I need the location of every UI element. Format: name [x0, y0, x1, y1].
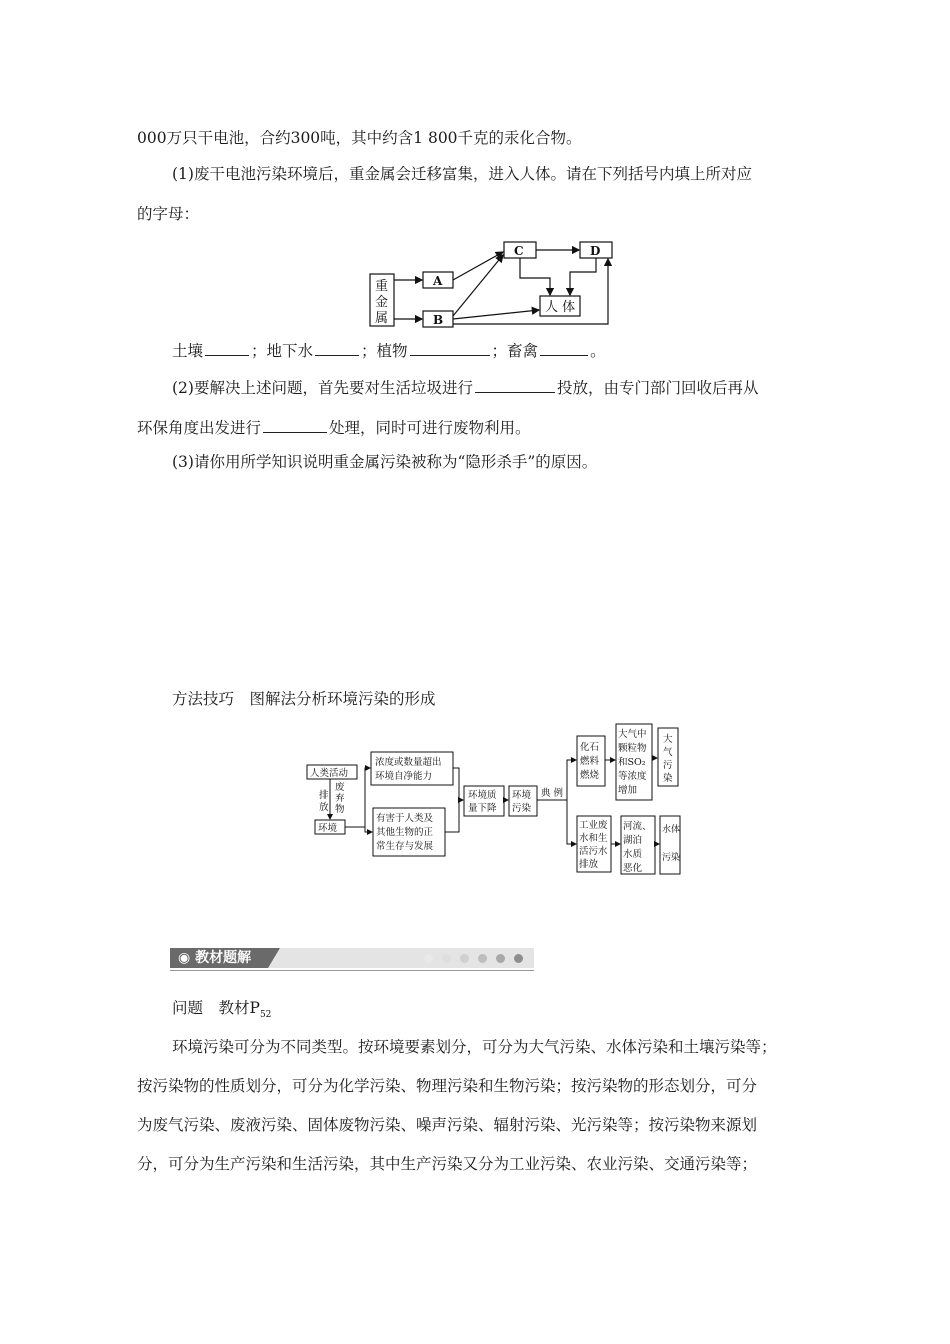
environment-label: 环境	[318, 823, 338, 834]
heavy-metal-label-2: 金	[375, 295, 389, 310]
fossil-label-1: 化石	[580, 742, 600, 753]
quality-label-2: 量下降	[468, 803, 497, 814]
industrial-label-2: 水和生	[579, 833, 608, 844]
q2-part-c: 环保角度出发进行	[137, 419, 262, 437]
waste-label-3: 物	[335, 804, 345, 815]
water-pollution-label-2: 污染	[662, 853, 681, 863]
harm-label-3: 常生存与发展	[376, 841, 434, 852]
q2-part-b: 投放，由专门部门回收后再从	[556, 379, 759, 397]
blanks-end: 。	[590, 342, 606, 360]
heavy-metal-diagram	[368, 238, 618, 330]
pollution-formation-diagram	[305, 720, 685, 880]
soil-blank[interactable]	[205, 340, 249, 356]
human-label: 人 体	[545, 300, 576, 315]
heavy-metal-label-3: 属	[375, 311, 389, 326]
air-pollution-label-4: 染	[663, 773, 673, 784]
banner-title: ◉ 教材题解	[178, 950, 252, 966]
intro-text: 000万只干电池，合约300吨，其中约含1 800千克的汞化合物。	[137, 129, 582, 147]
exceed-label-1: 浓度或数量超出	[375, 757, 442, 768]
treatment-blank[interactable]	[263, 417, 327, 433]
typical-label: 典 例	[541, 788, 564, 799]
banner-dot-1	[424, 954, 433, 963]
answer-blanks-line	[172, 340, 606, 361]
textbook-line-3: 为废气污染、废液污染、固体废物污染、噪声污染、辐射污染、光污染等；按污染物来源划	[137, 1116, 758, 1134]
air-detail-label-2: 颗粒物	[618, 743, 647, 754]
banner-dot-5	[496, 954, 505, 963]
groundwater-blank[interactable]	[315, 340, 359, 356]
question-3: (3)请你用所学知识说明重金属污染被称为“隐形杀手”的原因。	[172, 453, 598, 471]
water-detail-label-2: 湖泊	[623, 835, 643, 846]
quality-label-1: 环境质	[468, 790, 497, 801]
pollution-label-2: 污染	[512, 803, 532, 814]
discharge-label-1: 排	[319, 790, 329, 801]
sort-blank[interactable]	[475, 377, 555, 393]
waste-label-1: 废	[335, 782, 345, 793]
air-pollution-label-2: 气	[663, 747, 673, 758]
node-a-label: A	[433, 274, 443, 288]
air-detail-label-1: 大气中	[618, 729, 647, 740]
discharge-label-2: 放	[319, 802, 329, 813]
fossil-label-2: 燃料	[580, 756, 600, 767]
textbook-line-1: 环境污染可分为不同类型。按环境要素划分，可分为大气污染、水体污染和土壤污染等；	[172, 1038, 777, 1056]
banner-dot-3	[460, 954, 469, 963]
water-detail-label-3: 水质	[623, 849, 643, 860]
air-detail-label-3: 和SO₂	[618, 757, 646, 768]
node-b-label: B	[433, 313, 444, 327]
industrial-label-3: 活污水	[579, 846, 608, 857]
waste-label-2: 弃	[335, 793, 345, 804]
section-banner	[170, 948, 534, 972]
banner-dot-2	[442, 954, 451, 963]
q2-part-a: (2)要解决上述问题，首先要对生活垃圾进行	[172, 379, 473, 397]
water-detail-label-4: 恶化	[623, 863, 643, 874]
question-1-line-1: (1)废干电池污染环境后，重金属会迁移富集，进入人体。请在下列括号内填上所对应	[172, 165, 752, 183]
water-pollution-label-1: 水体	[662, 825, 681, 835]
textbook-question-label	[172, 998, 271, 1025]
water-detail-label-1: 河流、	[623, 821, 652, 832]
question-label-text: 问题 教材P	[172, 999, 260, 1017]
exceed-label-2: 环境自净能力	[375, 771, 433, 782]
textbook-line-4: 分，可分为生产污染和生活污染，其中生产污染又分为工业污染、农业污染、交通污染等；	[137, 1155, 758, 1173]
industrial-label-4: 排放	[579, 859, 599, 870]
industrial-label-1: 工业废	[579, 820, 608, 831]
livestock-blank[interactable]	[540, 340, 588, 356]
question-1-line-2: 的字母：	[137, 205, 200, 223]
heavy-metal-label-1: 重	[375, 279, 389, 294]
q2-part-d: 处理，同时可进行废物利用。	[329, 419, 531, 437]
textbook-line-2: 按污染物的性质划分，可分为化学污染、物理污染和生物污染；按污染物的形态划分，可分	[137, 1077, 758, 1095]
air-pollution-label-3: 污	[663, 760, 673, 771]
node-d-label: D	[590, 244, 601, 258]
groundwater-label: ；地下水	[251, 342, 314, 360]
air-pollution-label-1: 大	[663, 734, 673, 745]
banner-arrow	[268, 948, 280, 968]
livestock-label: ；畜禽	[491, 342, 539, 360]
page-number: 52	[259, 1010, 272, 1021]
soil-label: 土壤	[172, 342, 204, 360]
harm-label-2: 其他生物的正	[376, 827, 434, 838]
harm-label-1: 有害于人类及	[376, 813, 434, 824]
air-detail-label-5: 增加	[618, 785, 638, 796]
plant-blank[interactable]	[410, 340, 490, 356]
banner-dot-6	[514, 954, 523, 963]
question-2-line-2	[137, 417, 531, 438]
pollution-label-1: 环境	[512, 790, 532, 801]
plant-label: ；植物	[361, 342, 408, 360]
air-detail-label-4: 等浓度	[618, 771, 647, 782]
question-2-line-1	[172, 377, 758, 398]
fossil-label-3: 燃烧	[580, 770, 600, 781]
node-c-label: C	[514, 244, 524, 258]
human-activity-label: 人类活动	[310, 768, 349, 779]
method-heading: 方法技巧 图解法分析环境污染的形成	[172, 690, 436, 708]
banner-dot-4	[478, 954, 487, 963]
banner-underline	[170, 970, 534, 971]
